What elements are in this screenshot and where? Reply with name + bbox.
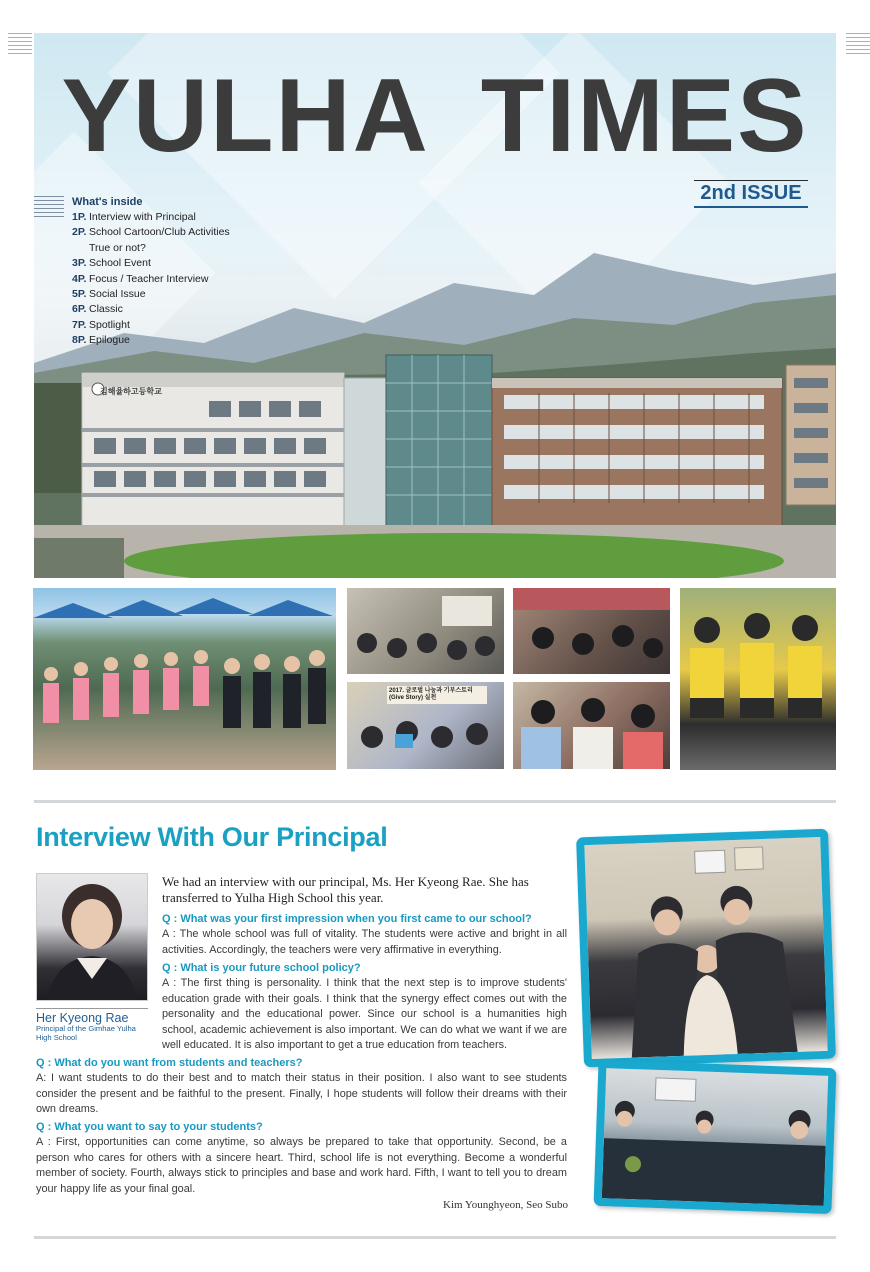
contents-page: 4P. [72,272,87,285]
contents-item[interactable] [72,318,230,333]
photo-principal-with-students [576,829,836,1068]
contents-page: 6P. [72,303,87,316]
principal-title: Principal of the Gimhae Yulha High School [36,1024,136,1042]
contents-label: Social Issue [89,287,146,300]
contents-label: Focus / Teacher Interview [89,272,209,285]
contents-item[interactable] [72,225,230,240]
contents-label: School Event [89,257,151,270]
contents-stripes [34,196,64,218]
contents-label: True or not? [89,241,146,254]
contents-page: 1P. [72,211,87,223]
contents-item[interactable] [72,272,230,287]
contents-list [72,210,230,349]
principal-name: Her Kyeong Rae [36,1008,148,1025]
question-1: Q : What was your first impression when you first came to our school? [162,913,532,925]
answer-2: A : The first thing is personality. I think that the next step is to improve students' education grade with their goals. I think that the synergy effect comes out with the personality and the educational power. Since our school is a humanities high school, academic achievement is also important. We can do what we want if we are well educated. It is also important to get a true education from teachers. [162,977,567,1051]
photo-camera-club [513,682,670,769]
contents-item[interactable] [72,256,230,271]
article-byline: Kim Younghyeon, Seo Subo [443,1199,568,1211]
contents-label: Interview with Principal [89,211,196,223]
contents-item [72,241,230,256]
answer-1: A : The whole school was full of vitality. The students were active and bright in all activities. Accordingly, the teachers were very affirmative in everything. [162,928,567,956]
question-4: Q : What you want to say to your students? [36,1121,263,1133]
answer-4: A : First, opportunities can come anytime, so always be prepared to take that opportunity. Second, be a person who cares for others with a sincere heart. Third, school life is not everything. Become a wonderful member of society. Fourth, always stick to principles and base and work hard. Fifth, I want to tell you to dream your happy life as your final goal. [36,1136,567,1195]
issue-label: 2nd ISSUE [694,180,808,208]
photo-sports-parade [33,588,336,770]
contents-page: 2P. [72,226,87,239]
photo-club-activity [513,588,670,674]
contents-item[interactable] [72,287,230,302]
contents-title: What's inside [72,196,143,208]
section-divider-bottom [34,1236,836,1239]
interview-intro: We had an interview with our principal, Ms. Her Kyeong Rae. She has transferred to Yulha High School this year. [162,874,529,905]
photo-students-yellow-uniforms [680,588,836,770]
contents-page: 5P. [72,287,87,300]
contents-page [72,241,89,256]
contents-item[interactable] [72,302,230,317]
contents-label: Classic [89,303,123,316]
principal-portrait [36,873,148,1001]
contents-page: 7P. [72,318,87,331]
contents-item[interactable] [72,333,230,348]
photo-principal-office-interview [594,1060,837,1214]
contents-page: 3P. [72,257,87,270]
interview-title: Interview With Our Principal [36,822,388,852]
contents-label: Spotlight [89,318,130,331]
photo-classroom [347,588,504,674]
masthead-title: YULHA TIMES [61,58,809,174]
photo-give-story-event [347,682,504,769]
contents-item[interactable] [72,210,230,225]
school-sign: 김해율하고등학교 [100,387,162,396]
contents-page: 8P. [72,334,87,347]
event-banner: 2017. 글로벌 나눔과 기부스토리(Give Story) 실천 [387,686,487,704]
contents-label: Epilogue [89,334,130,347]
header-stripes-right [846,33,870,55]
answer-3: A: I want students to do their best and to match their status in their position. I also want to see students consider the present and be faithful to the present. Finally, I hope students will follow their dreams with their own dreams. [36,1072,567,1115]
question-2: Q : What is your future school policy? [162,962,361,974]
contents-label: School Cartoon/Club Activities [89,226,230,239]
question-3: Q : What do you want from students and teachers? [36,1057,303,1069]
section-divider-top [34,800,836,803]
header-stripes-left [8,33,32,55]
